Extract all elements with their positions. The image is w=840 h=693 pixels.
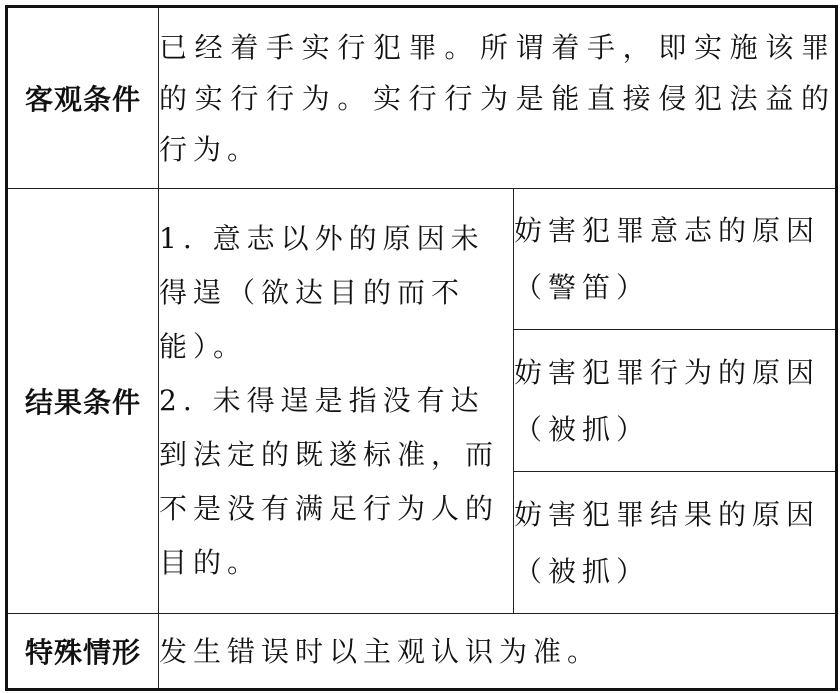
result-item-2: 2. 未得逞是指没有达到法定的既遂标准，而不是没有满足行为人的目的。 bbox=[159, 384, 500, 579]
objective-row bbox=[7, 7, 837, 189]
result-case-result: 妨害犯罪结果的原因（被抓） bbox=[514, 472, 837, 614]
objective-label: 客观条件 bbox=[7, 7, 159, 189]
legal-conditions-table bbox=[5, 5, 838, 691]
objective-text: 已经着手实行犯罪。所谓着手，即实施该罪的实行行为。实行行为是能直接侵犯法益的行为。 bbox=[159, 7, 837, 189]
result-case-act: 妨害犯罪行为的原因（被抓） bbox=[514, 330, 837, 472]
special-text: 发生错误时以主观认识为准。 bbox=[159, 614, 837, 690]
result-case-will: 妨害犯罪意志的原因（警笛） bbox=[514, 189, 837, 330]
special-row bbox=[7, 614, 837, 690]
special-label: 特殊情形 bbox=[7, 614, 159, 690]
result-row bbox=[7, 189, 837, 330]
result-description bbox=[159, 189, 514, 614]
result-label: 结果条件 bbox=[7, 189, 159, 614]
result-item-1: 1. 意志以外的原因未得逞（欲达目的而不能）。 bbox=[159, 222, 485, 363]
